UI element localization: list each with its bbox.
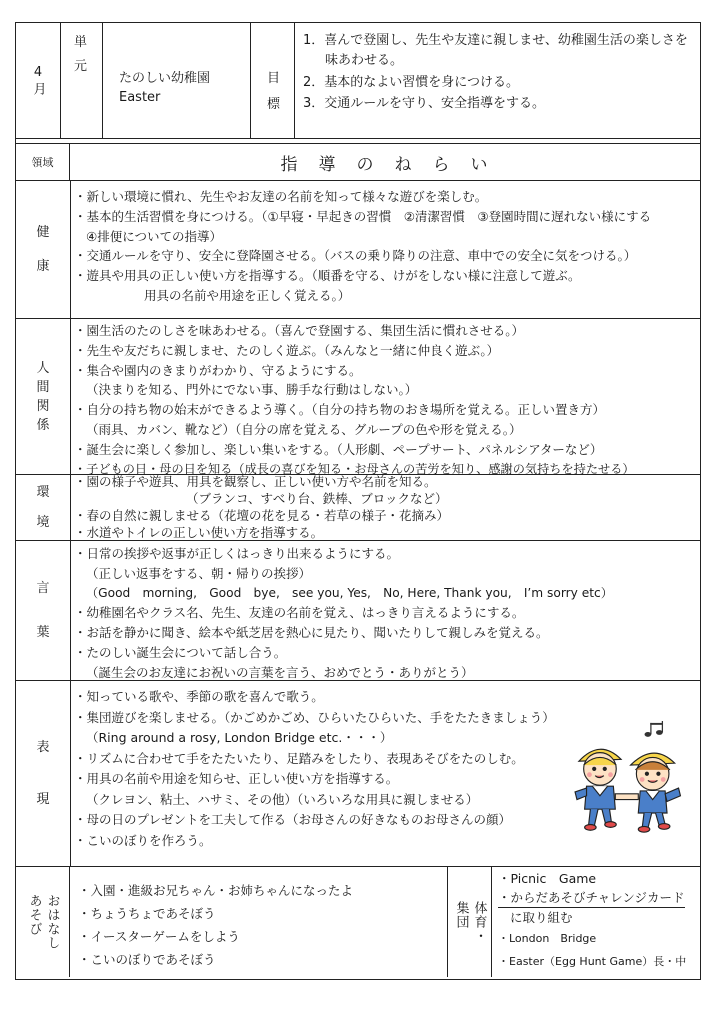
area-human-body (74, 321, 694, 479)
unit-text-cell (103, 23, 251, 138)
list-item: ・入園・進級お兄ちゃん・お姉ちゃんになったよ (78, 883, 354, 898)
list-item: ・幼稚園名やクラス名、先生、友達の名前を覚え、はっきり言えるようにする。 (74, 605, 525, 621)
story-items-cell (70, 867, 448, 977)
area-language (16, 541, 700, 681)
list-item: （ブランコ、すべり台、鉄棒、ブロックなど） (186, 491, 448, 506)
area-environment-label: 環 境 (16, 475, 71, 540)
list-item: （Ring around a rosy, London Bridge etc.・・・） (86, 730, 393, 745)
area-human-label: 人 間 関 係 (16, 319, 71, 474)
monthly-plan-sheet (15, 22, 701, 980)
pe-label-1: 体育・ (471, 901, 487, 943)
month-label: 4月 (30, 64, 46, 97)
goal-char-1: 目 (267, 71, 281, 86)
list-item: ・知っている歌や、季節の歌を喜んで歌う。 (74, 689, 324, 704)
area-health (16, 181, 700, 319)
area-expression-label: 表 現 (16, 681, 71, 866)
list-item: ・ちょうちょであそぼう (78, 906, 216, 921)
goal-char-2: 標 (267, 97, 281, 112)
unit-char-2: 元 (74, 59, 88, 74)
goal-line-1: 1．喜んで登園し、先生や友達に親しませ、幼稚園生活の楽しさを (303, 33, 688, 48)
area-header-cell (16, 144, 70, 180)
list-item: ・基本的生活習慣を身につける。（①早寝・早起きの習慣 ②清潔習慣 ③登園時間に遅れない様にする (74, 208, 652, 224)
list-item: （正しい返事をする、朝・帰りの挨拶） (86, 565, 312, 581)
goal-label-cell (251, 23, 295, 138)
list-item: ・こいのぼりであそぼう (78, 952, 216, 967)
area-language-body (74, 544, 694, 683)
story-label-cell (16, 867, 70, 977)
list-item: 用具の名前や用途を正しく覚える。） (144, 287, 351, 303)
unit-text-2: Easter (119, 90, 161, 105)
list-item: ・London Bridge (498, 932, 597, 945)
month-cell (16, 23, 61, 138)
goal-line-1b: 味あわせる。 (325, 53, 404, 68)
header-row (16, 23, 700, 139)
list-item: ・お話を静かに聞き、絵本や紙芝居を熱心に見たり、聞いたりして親しみを覚える。 (74, 625, 549, 641)
area-expression (16, 681, 700, 867)
list-item: ・こいのぼりを作ろう。 (74, 832, 212, 848)
unit-text-1: たのしい幼稚園 (119, 71, 211, 86)
goal-line-2: 2．基本的なよい習慣を身につける。 (303, 75, 520, 90)
area-health-body (74, 187, 694, 306)
list-item: ・交通ルールを守り、安全に登降園させる。（バスの乗り降りの注意、車中での安全に気をつける。） (74, 248, 637, 264)
list-item: ・イースターゲームをしよう (78, 929, 240, 944)
list-item: ・誕生会に楽しく参加し、楽しい集いをする。（人形劇、ペープサート、パネルシアターなど） (74, 441, 603, 457)
title-row (16, 143, 700, 181)
child-right (615, 753, 680, 832)
area-environment (16, 475, 700, 541)
area-header-label: 領域 (31, 156, 54, 169)
list-item: ・用具の名前や用途を知らせ、正しい使い方を指導する。 (74, 771, 399, 786)
list-item: （クレヨン、粘土、ハサミ、その他）（いろいろな用具に親しませる） (86, 791, 479, 807)
list-item: に取り組む (510, 910, 573, 925)
guidance-title-cell (70, 144, 700, 180)
goal-line-3: 3．交通ルールを守り、安全指導をする。 (303, 96, 546, 111)
list-item: ・集団遊びを楽しませる。（かごめかごめ、ひらいたひらいた、手をたたきましょう） (74, 709, 555, 725)
child-left (575, 749, 621, 830)
area-environment-body (74, 473, 694, 541)
list-item: ・水道やトイレの正しい使い方を指導する。 (74, 525, 324, 540)
list-item: ・日常の挨拶や返事が正しくはっきり出来るようにする。 (74, 546, 400, 561)
list-item: ・遊具や用具の正しい使い方を指導する。（順番を守る、けがをしない様に注意して遊ぶ。 (74, 268, 581, 284)
area-human-relations (16, 319, 700, 475)
unit-char-1: 単 (74, 35, 88, 50)
list-item: ・子どもの日・母の日を知る（成長の喜びを知る・お母さんの苦労を知り、感謝の気持ちを持たせる） (74, 461, 635, 476)
area-language-label: 言 葉 (16, 541, 71, 680)
unit-label-cell (61, 23, 103, 138)
list-item: ・春の自然に親しませる（花壇の花を見る・若草の様子・花摘み） (74, 508, 450, 523)
list-item: ・集合や園内のきまりがわかり、守るようにする。 (74, 362, 362, 378)
music-note-icon (645, 721, 663, 737)
pe-label-cell (448, 867, 492, 977)
list-item: ・園の様子や遊具、用具を観察し、正しい使い方や名前を知る。 (74, 474, 437, 489)
children-illustration (571, 721, 696, 836)
goals-cell (295, 23, 700, 138)
list-item: （Good morning, Good bye, see you, Yes, No, Here, Thank you, I’m sorry etc） (86, 585, 613, 600)
list-item: ・先生や友だちに親しませ、たのしく遊ぶ。（みんなと一緒に仲良く遊ぶ。） (74, 342, 500, 358)
list-item: （誕生会のお友達にお祝いの言葉を言う、おめでとう・ありがとう） (86, 664, 474, 680)
bottom-row (16, 867, 700, 977)
guidance-title: 指 導 の ね ら い (280, 154, 490, 175)
list-item: （決まりを知る、門外にでない事、勝手な行動はしない。） (86, 382, 418, 398)
story-label-2: あそび (26, 894, 42, 936)
list-item: ・からだあそびチャレンジカード (498, 888, 685, 908)
list-item: ・たのしい誕生会について話し合う。 (74, 644, 287, 660)
list-item: ・母の日のプレゼントを工夫して作る（お母さんの好きなものお母さんの顔） (74, 812, 512, 827)
story-label-1: おはなし (44, 894, 60, 950)
list-item: ・新しい環境に慣れ、先生やお友達の名前を知って様々な遊びを楽しむ。 (74, 189, 488, 204)
pe-items-cell (492, 867, 700, 977)
list-item: ・Picnic Game (498, 871, 597, 886)
list-item: ・自分の持ち物の始末ができるよう導く。（自分の持ち物のおき場所を覚える。正しい置き方） (74, 402, 606, 418)
area-health-label: 健 康 (16, 181, 71, 318)
list-item: ④排便についての指導） (86, 228, 222, 244)
list-item: ・リズムに合わせて手をたたいたり、足踏みをしたり、表現あそびをたのしむ。 (74, 750, 524, 766)
list-item: ・園生活のたのしさを味あわせる。（喜んで登園する、集団生活に慣れさせる。） (74, 323, 525, 338)
list-item: ・Easter（Egg Hunt Game）長・中 (498, 955, 687, 968)
pe-label-2: 集団 (453, 901, 469, 929)
list-item: （雨具、カバン、靴など）（自分の席を覚える、グループの色や形を覚える。） (86, 421, 522, 437)
